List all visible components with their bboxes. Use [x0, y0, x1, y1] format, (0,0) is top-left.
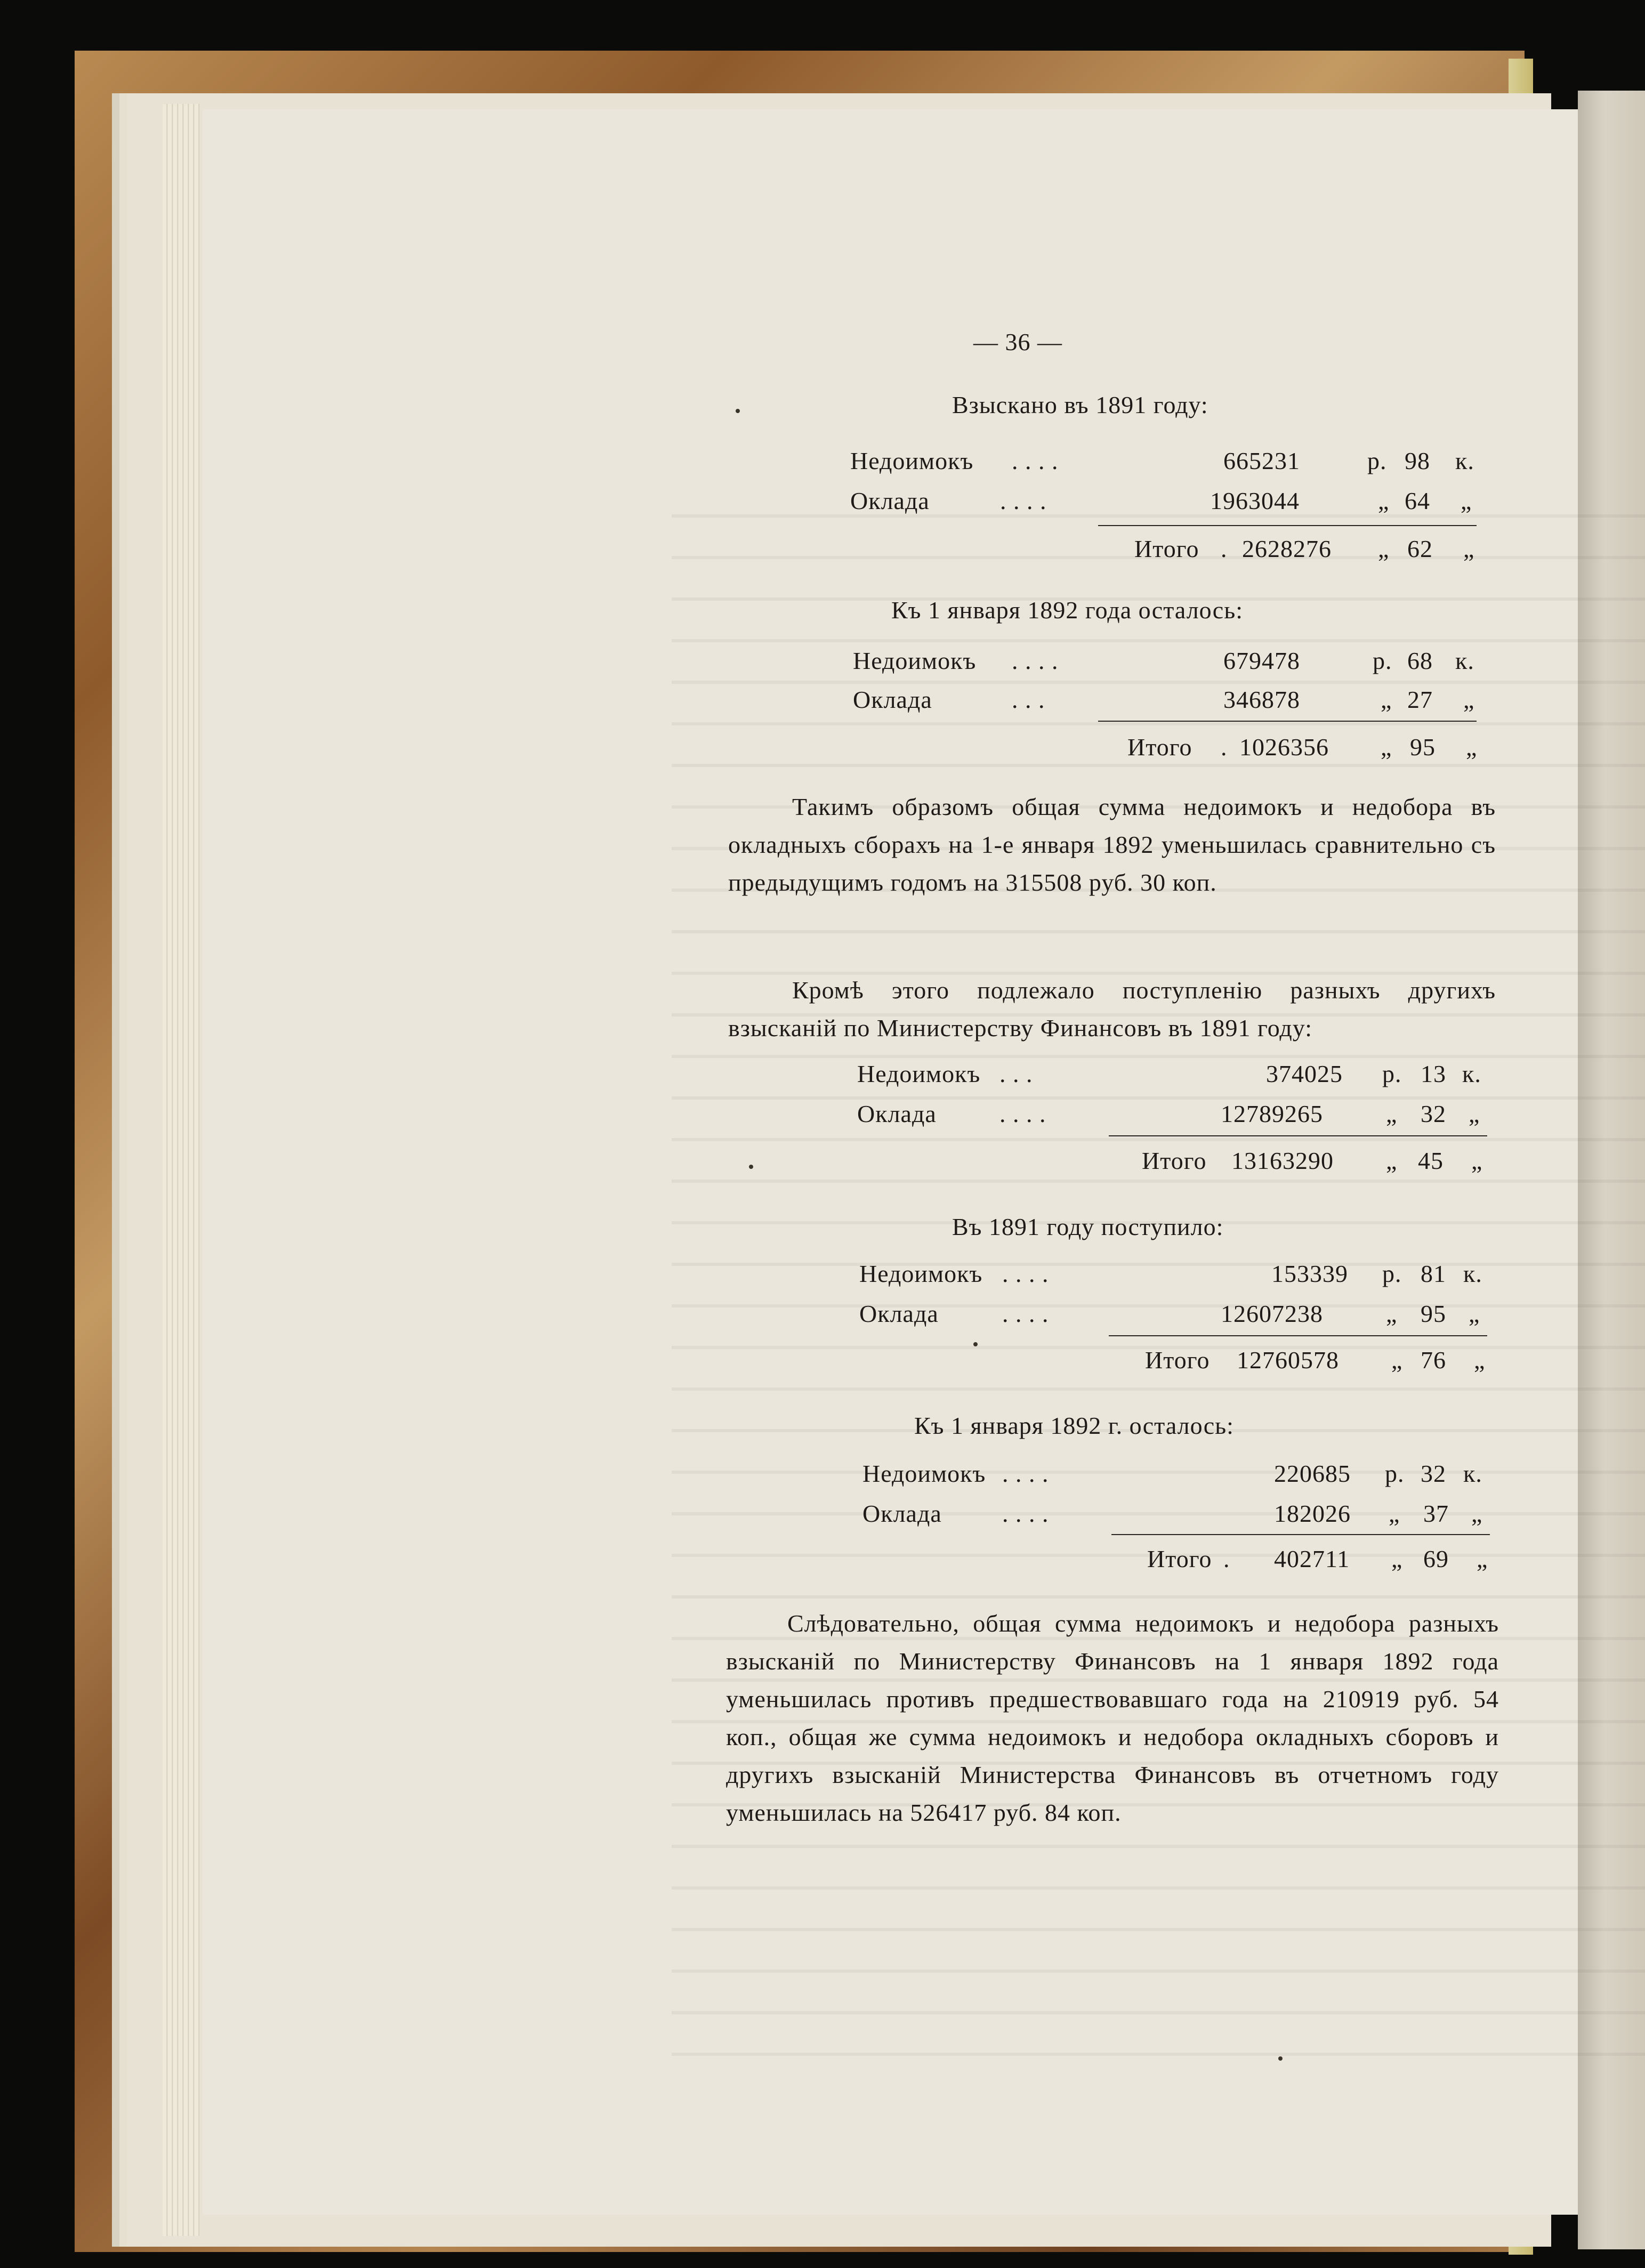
ink-speck [1278, 2056, 1283, 2061]
row-label: Недоимокъ [857, 1060, 981, 1087]
total-unit: „ [1471, 1147, 1483, 1174]
sum-rule [1109, 1135, 1487, 1136]
row-unit: р. [1373, 647, 1392, 674]
bleed-through [672, 482, 1645, 2081]
row-leader: . . . . [1002, 1260, 1049, 1287]
row-amount: 1963044 [1210, 487, 1300, 514]
row-leader: . . . . [1002, 1460, 1049, 1487]
total-unit: „ [1474, 1346, 1486, 1374]
total-amount: 402711 [1274, 1545, 1350, 1572]
total-kopecks: 76 [1421, 1346, 1446, 1374]
section-heading: Взыскано въ 1891 году: [952, 391, 1208, 418]
row-leader: . . . . [999, 1100, 1046, 1127]
total-label: Итого [1145, 1346, 1210, 1374]
total-unit: „ [1386, 1147, 1398, 1174]
paragraph: Слѣдовательно, общая сумма недоимокъ и недобора разныхъ взысканій по Министерству Финансовъ на 1 января 1892 года уменьшилась противъ предшествовавшаго года на 210919 руб. 54 коп., общая же сумма недоимокъ и недобора окладныхъ сборовъ и другихъ взысканій Министерства Финансовъ въ отчетномъ году уменьшилась на 526417 руб. 84 коп. [726, 1610, 1499, 1826]
row-leader: . . . . [1002, 1500, 1049, 1527]
row-amount: 346878 [1223, 686, 1300, 713]
row-unit: к. [1462, 1060, 1481, 1087]
sum-rule [1098, 525, 1477, 526]
total-kopecks: 62 [1407, 535, 1433, 562]
total-kopecks: 45 [1418, 1147, 1444, 1174]
row-amount: 679478 [1223, 647, 1300, 674]
row-unit: к. [1455, 447, 1474, 474]
section-heading: Къ 1 января 1892 г. осталось: [914, 1412, 1234, 1439]
total-unit: „ [1391, 1545, 1403, 1572]
row-leader: . . . . [1000, 487, 1047, 514]
row-amount: 182026 [1274, 1500, 1351, 1527]
total-leader: . [1221, 733, 1228, 761]
row-kopecks: 27 [1407, 686, 1433, 713]
row-leader: . . . [1012, 686, 1045, 713]
row-unit: „ [1381, 686, 1392, 713]
document-page [203, 109, 1578, 2215]
total-label: Итого [1147, 1545, 1212, 1572]
total-unit: „ [1391, 1346, 1403, 1374]
row-leader: . . . . [1002, 1300, 1049, 1327]
row-unit: к. [1463, 1260, 1482, 1287]
total-amount: 13163290 [1231, 1147, 1334, 1174]
sum-rule [1111, 1534, 1490, 1535]
total-unit: „ [1378, 535, 1390, 562]
row-label: Недоимокъ [862, 1460, 986, 1487]
total-label: Итого [1127, 733, 1192, 761]
total-unit: „ [1477, 1545, 1488, 1572]
row-unit: „ [1378, 487, 1390, 514]
row-label: Оклада [857, 1100, 937, 1127]
row-unit: „ [1386, 1300, 1398, 1327]
row-kopecks: 81 [1421, 1260, 1446, 1287]
ink-speck [749, 1165, 753, 1169]
row-kopecks: 32 [1421, 1100, 1446, 1127]
row-amount: 374025 [1266, 1060, 1343, 1087]
total-amount: 12760578 [1237, 1346, 1339, 1374]
row-unit: р. [1385, 1460, 1405, 1487]
row-leader: . . . . [1012, 447, 1059, 474]
total-amount: 1026356 [1239, 733, 1329, 761]
row-unit: р. [1367, 447, 1387, 474]
row-unit: к. [1455, 647, 1474, 674]
page-edges [163, 104, 200, 2236]
ink-speck [736, 409, 740, 413]
paragraph: Кромѣ этого подлежало поступленію разныхъ другихъ взысканій по Министерству Финансовъ въ 1891 году: [728, 976, 1496, 1042]
total-unit: „ [1466, 733, 1478, 761]
row-leader: . . . . [1012, 647, 1059, 674]
row-amount: 220685 [1274, 1460, 1351, 1487]
row-kopecks: 37 [1423, 1500, 1449, 1527]
total-leader: . [1223, 1545, 1230, 1572]
row-amount: 665231 [1223, 447, 1300, 474]
row-kopecks: 32 [1421, 1460, 1446, 1487]
row-kopecks: 68 [1407, 647, 1433, 674]
row-label: Оклада [850, 487, 930, 514]
total-unit: „ [1463, 535, 1475, 562]
total-kopecks: 95 [1410, 733, 1436, 761]
paragraph: Такимъ образомъ общая сумма недоимокъ и недобора въ окладныхъ сборахъ на 1-е января 1892 уменьшилась сравнительно съ предыдущимъ годомъ на 315508 руб. 30 коп. [728, 793, 1496, 896]
row-unit: к. [1463, 1460, 1482, 1487]
total-amount: 2628276 [1242, 535, 1332, 562]
row-label: Оклада [853, 686, 932, 713]
row-leader: . . . [999, 1060, 1033, 1087]
row-kopecks: 13 [1421, 1060, 1446, 1087]
row-amount: 12789265 [1221, 1100, 1323, 1127]
row-unit: „ [1389, 1500, 1400, 1527]
row-amount: 12607238 [1221, 1300, 1323, 1327]
row-label: Оклада [862, 1500, 942, 1527]
row-kopecks: 64 [1405, 487, 1430, 514]
page-number: — 36 — [973, 328, 1062, 356]
row-label: Оклада [859, 1300, 939, 1327]
row-label: Недоимокъ [850, 447, 974, 474]
sum-rule [1098, 721, 1477, 722]
total-unit: „ [1381, 733, 1392, 761]
row-unit: р. [1382, 1260, 1402, 1287]
sum-rule [1109, 1335, 1487, 1336]
row-unit: р. [1382, 1060, 1402, 1087]
row-unit: „ [1461, 487, 1472, 514]
total-label: Итого [1134, 535, 1199, 562]
row-unit: „ [1463, 686, 1475, 713]
row-unit: „ [1386, 1100, 1398, 1127]
row-label: Недоимокъ [859, 1260, 983, 1287]
ink-speck [973, 1342, 978, 1346]
row-unit: „ [1471, 1500, 1483, 1527]
total-kopecks: 69 [1423, 1545, 1449, 1572]
row-label: Недоимокъ [853, 647, 977, 674]
row-kopecks: 98 [1405, 447, 1430, 474]
total-label: Итого [1142, 1147, 1207, 1174]
total-leader: . [1221, 535, 1228, 562]
section-heading: Въ 1891 году поступило: [952, 1213, 1224, 1240]
row-amount: 153339 [1271, 1260, 1348, 1287]
row-unit: „ [1469, 1300, 1480, 1327]
row-unit: „ [1469, 1100, 1480, 1127]
section-heading: Къ 1 января 1892 года осталось: [891, 596, 1243, 624]
row-kopecks: 95 [1421, 1300, 1446, 1327]
